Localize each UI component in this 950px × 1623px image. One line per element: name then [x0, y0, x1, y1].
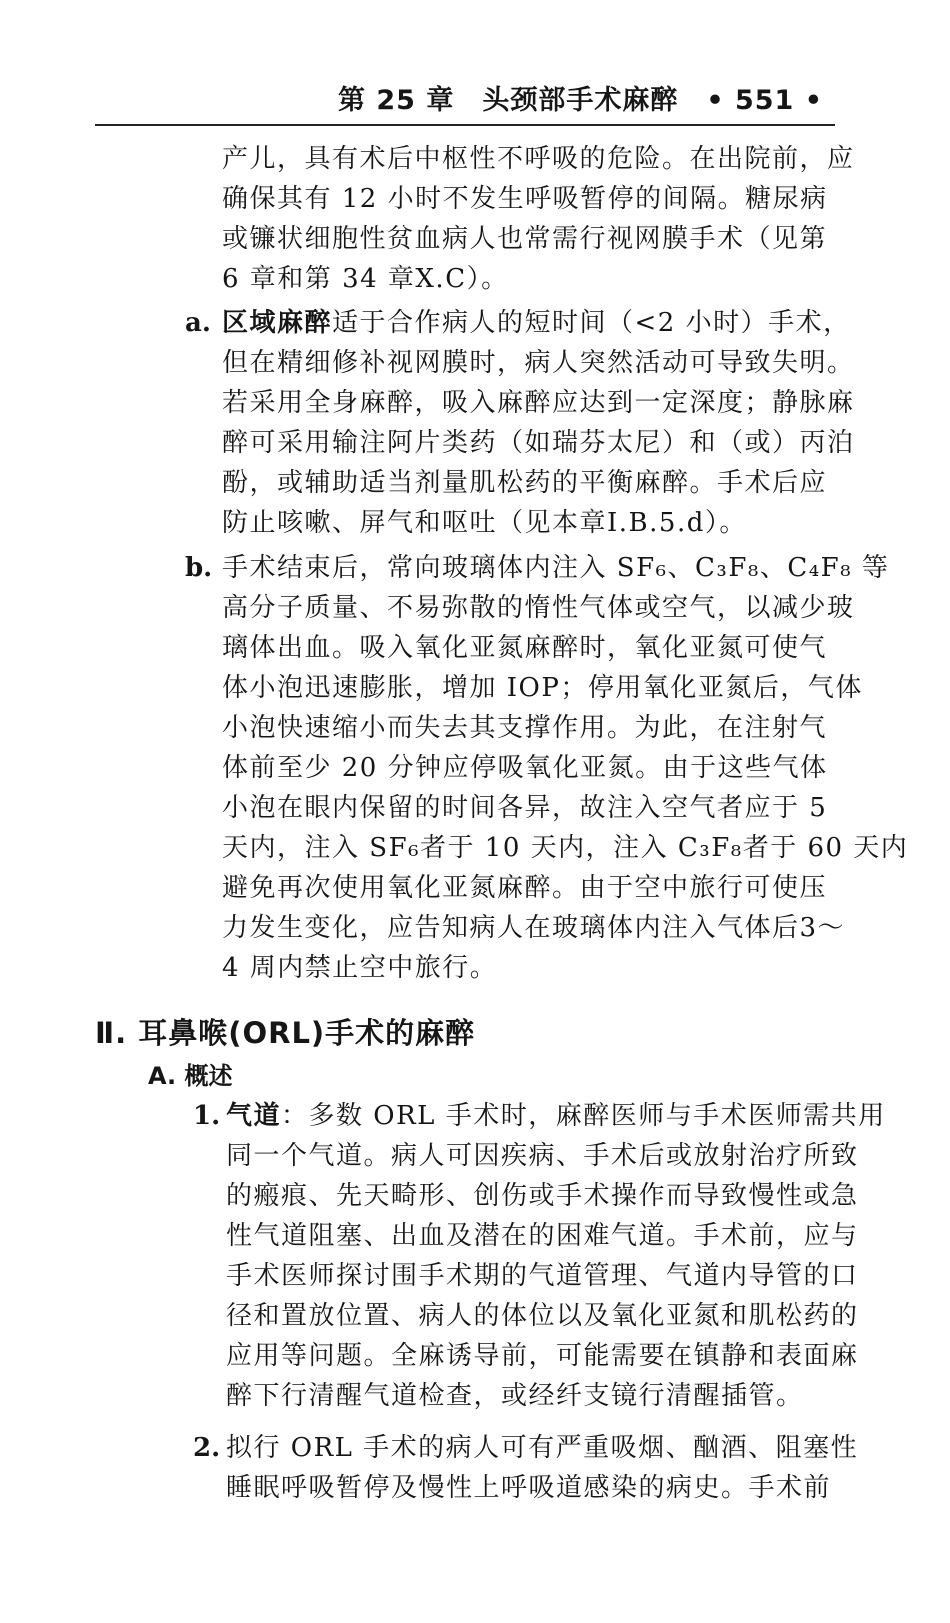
text-line: 手术医师探讨围手术期的气道管理、气道内导管的口: [226, 1261, 859, 1291]
text-run: 适于合作病人的短时间（<2 小时）手术，: [332, 308, 851, 338]
text-line: 或镰状细胞性贫血病人也常需行视网膜手术（见第: [222, 224, 828, 254]
text-line: 避免再次使用氧化亚氮麻醉。由于空中旅行可使压: [222, 873, 828, 903]
header-text: 第 25 章 头颈部手术麻醉 • 551 •: [337, 85, 823, 116]
text-line: 小泡在眼内保留的时间各异，故注入空气者应于 5: [222, 793, 828, 823]
text-line: 径和置放位置、病人的体位以及氧化亚氮和肌松药的: [226, 1301, 859, 1331]
text-line: 防止咳嗽、屏气和呕吐（见本章Ⅰ.B.5.d）。: [222, 508, 747, 538]
text-line: 酚，或辅助适当剂量肌松药的平衡麻醉。手术后应: [222, 468, 828, 498]
item-2-label: 2.: [193, 1433, 221, 1463]
subsection-heading: A. 概述: [148, 1062, 233, 1090]
text-line: 若采用全身麻醉，吸入麻醉应达到一定深度；静脉麻: [222, 388, 855, 418]
text-line: 醉下行清醒气道检查，或经纤支镜行清醒插管。: [226, 1381, 804, 1411]
item-2-paragraph: [226, 1428, 858, 1508]
section-heading: Ⅱ. 耳鼻喉(ORL)手术的麻醉: [95, 1016, 476, 1050]
item-b-label: b.: [185, 553, 213, 583]
text-line: 睡眠呼吸暂停及慢性上呼吸道感染的病史。手术前: [226, 1473, 832, 1503]
text-line: 天内，注入 SF₆者于 10 天内，注入 C₃F₈者于 60 天内: [222, 833, 909, 863]
text-line: 但在精细修补视网膜时，病人突然活动可导致失明。: [222, 348, 855, 378]
intro-paragraph: [222, 139, 855, 299]
item-1-term: 气道: [226, 1101, 282, 1131]
text-line: 应用等问题。全麻诱导前，可能需要在镇静和表面麻: [226, 1341, 859, 1371]
text-line: 确保其有 12 小时不发生呼吸暂停的间隔。糖尿病: [222, 184, 828, 214]
text-line: 产儿，具有术后中枢性不呼吸的危险。在出院前，应: [222, 144, 855, 174]
text-line: 小泡快速缩小而失去其支撑作用。为此，在注射气: [222, 713, 828, 743]
item-a-paragraph: [222, 303, 855, 543]
text-line: 同一个气道。病人可因疾病、手术后或放射治疗所致: [226, 1141, 859, 1171]
text-line: 醉可采用输注阿片类药（如瑞芬太尼）和（或）丙泊: [222, 428, 855, 458]
text-line: 的瘢痕、先天畸形、创伤或手术操作而导致慢性或急: [226, 1181, 859, 1211]
text-line: [226, 1096, 886, 1136]
text-line: 体小泡迅速膨胀，增加 IOP；停用氧化亚氮后，气体: [222, 673, 863, 703]
text-run: ：多数 ORL 手术时，麻醉医师与手术医师需共用: [281, 1101, 886, 1131]
text-line: 体前至少 20 分钟应停吸氧化亚氮。由于这些气体: [222, 753, 828, 783]
item-1-paragraph: [226, 1096, 886, 1416]
item-b-paragraph: [222, 548, 908, 988]
text-line: [222, 303, 855, 343]
text-line: 性气道阻塞、出血及潜在的困难气道。手术前，应与: [226, 1221, 859, 1251]
text-line: 手术结束后，常向玻璃体内注入 SF₆、C₃F₈、C₄F₈ 等: [222, 553, 890, 583]
running-header: [95, 74, 835, 126]
text-line: 4 周内禁止空中旅行。: [222, 953, 498, 983]
text-line: 力发生变化，应告知病人在玻璃体内注入气体后3～: [222, 913, 846, 943]
item-a-term: 区域麻醉: [222, 308, 333, 338]
item-1-label: 1.: [193, 1101, 221, 1131]
text-line: 拟行 ORL 手术的病人可有严重吸烟、酗酒、阻塞性: [226, 1433, 859, 1463]
text-line: 6 章和第 34 章Ⅹ.C）。: [222, 264, 509, 294]
text-line: 璃体出血。吸入氧化亚氮麻醉时，氧化亚氮可使气: [222, 633, 828, 663]
item-a-label: a.: [185, 308, 211, 338]
text-line: 高分子质量、不易弥散的惰性气体或空气，以减少玻: [222, 593, 855, 623]
